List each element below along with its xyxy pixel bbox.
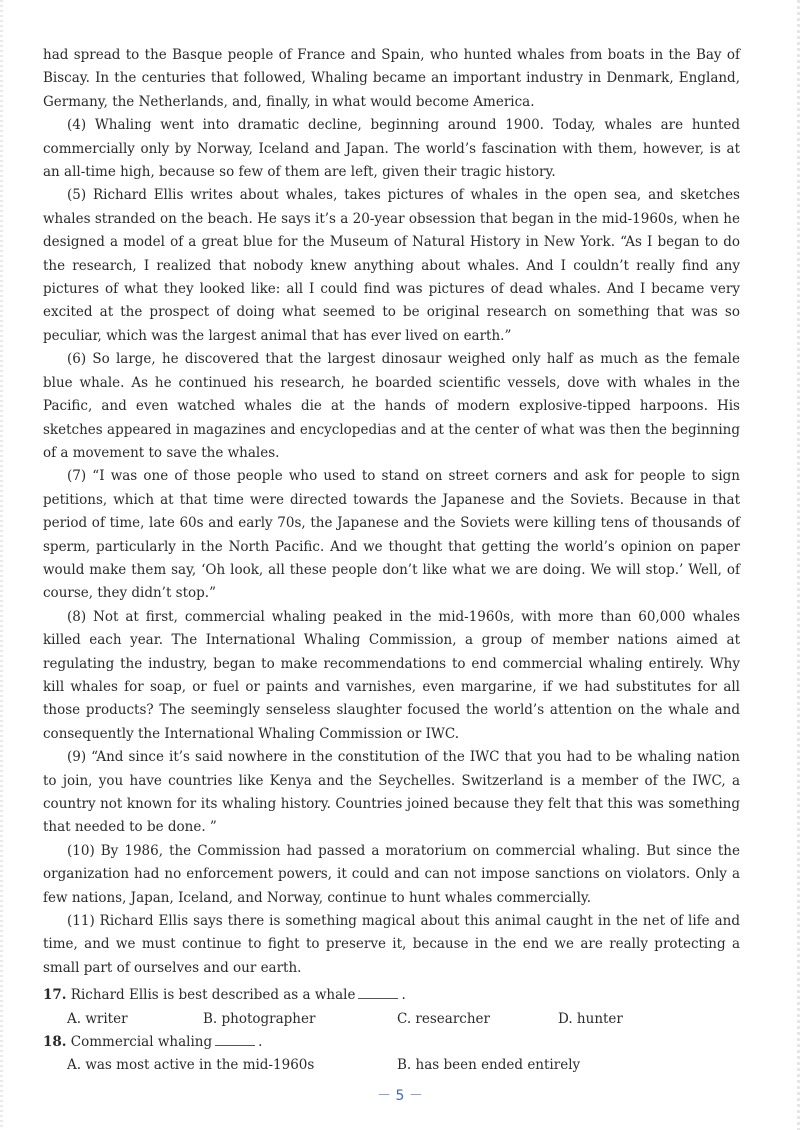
paragraph-8: (8) Not at first, commercial whaling peaked in the mid-1960s, with more than 60,000 whales killed each year. The International Whaling Commission, a group of member nations aimed at regulating the industry, began to make recommendations to end commercial whaling entirely. Why kill whales for soap, or fuel or paints and varnishes, even margarine, if we had substitutes for all those products? The seemingly senseless slaughter focused the world’s attention on the whale and consequently the International Whaling Commission or IWC.: [43, 608, 740, 742]
paragraph-7: (7) “I was one of those people who used to stand on street corners and ask for people to sign petitions, which at that time were directed towards the Japanese and the Soviets. Because in that period of time, late 60s and early 70s, the Japanese and the Soviets were killing tens of thousands of sperm, particularly in the North Pacific. And we thought that getting the world’s opinion on paper would make them say, ‘Oh look, all these people don’t like what we are doing. We will stop.’ Well, of course, they didn’t stop.”: [43, 468, 740, 602]
question-end: .: [258, 1034, 263, 1051]
paragraph-6: (6) So large, he discovered that the largest dinosaur weighed only half as much as the female blue whale. As he continued his research, he boarded scientific vessels, dove with whales in the Pacific, and even watched whales die at the hands of modern explosive-tipped harpoons. His sketches appeared in magazines and encyclopedias and at the center of what was then the beginning of a movement to save the whales.: [43, 351, 740, 461]
question-stem: [43, 984, 740, 1007]
question-18: [43, 1031, 740, 1078]
page-number: － 5 －: [377, 1088, 423, 1104]
question-17: [43, 984, 740, 1031]
question-text: Richard Ellis is best described as a whale: [70, 987, 356, 1004]
answer-blank: [358, 986, 398, 999]
question-stem: [43, 1031, 740, 1054]
option-c[interactable]: C. researcher: [397, 1010, 490, 1027]
option-a[interactable]: A. was most active in the mid-1960s: [67, 1057, 315, 1074]
document-page: [43, 44, 740, 1078]
paragraph-5: (5) Richard Ellis writes about whales, takes pictures of whales in the open sea, and sketches whales stranded on the beach. He says it’s a 20-year obsession that began in the mid-1960s, when he designed a model of a great blue for the Museum of Natural History in New York. “As I began to do the research, I realized that nobody knew anything about whales. And I couldn’t really find any pictures of what they looked like: all I could find was pictures of dead whales. And I became very excited at the prospect of doing what seemed to be original research on something that was so peculiar, which was the largest animal that has ever lived on earth.”: [43, 187, 740, 344]
question-number: 17.: [43, 987, 67, 1004]
question-text: Commercial whaling: [70, 1034, 213, 1051]
paragraph-10: (10) By 1986, the Commission had passed a moratorium on commercial whaling. But since the organization had no enforcement powers, it could and can not impose sanctions on violators. Only a few nations, Japan, Iceland, and Norway, continue to hunt whales commercially.: [43, 842, 740, 906]
option-a[interactable]: A. writer: [67, 1010, 128, 1027]
paragraph-11: (11) Richard Ellis says there is something magical about this animal caught in the net of life and time, and we must continue to fight to preserve it, because in the end we are really protecting a small part of ourselves and our earth.: [43, 913, 740, 976]
paragraph-4: (4) Whaling went into dramatic decline, beginning around 1900. Today, whales are hunted commercially only by Norway, Iceland and Japan. The world’s fascination with them, however, is at an all-time high, because so few of them are left, given their tragic history.: [43, 117, 740, 181]
answer-options: [43, 1008, 740, 1031]
answer-blank: [215, 1033, 255, 1046]
paragraph-continuation: had spread to the Basque people of France and Spain, who hunted whales from boats in the Bay of Biscay. In the centuries that followed, Whaling became an important industry in Denmark, England, Germany, the Netherlands, and, finally, in what would become America.: [43, 47, 740, 110]
question-number: 18.: [43, 1034, 67, 1051]
option-b[interactable]: B. has been ended entirely: [397, 1057, 581, 1074]
answer-options: [43, 1054, 740, 1077]
scan-edge-left: [0, 0, 3, 1130]
question-end: .: [401, 987, 406, 1004]
paragraph-9: (9) “And since it’s said nowhere in the constitution of the IWC that you had to be whaling nation to join, you have countries like Kenya and the Seychelles. Switzerland is a member of the IWC, a country not known for its whaling history. Countries joined because they felt that this was something that needed to be done. ”: [43, 749, 740, 836]
option-d[interactable]: D. hunter: [558, 1010, 623, 1027]
option-b[interactable]: B. photographer: [203, 1010, 316, 1027]
